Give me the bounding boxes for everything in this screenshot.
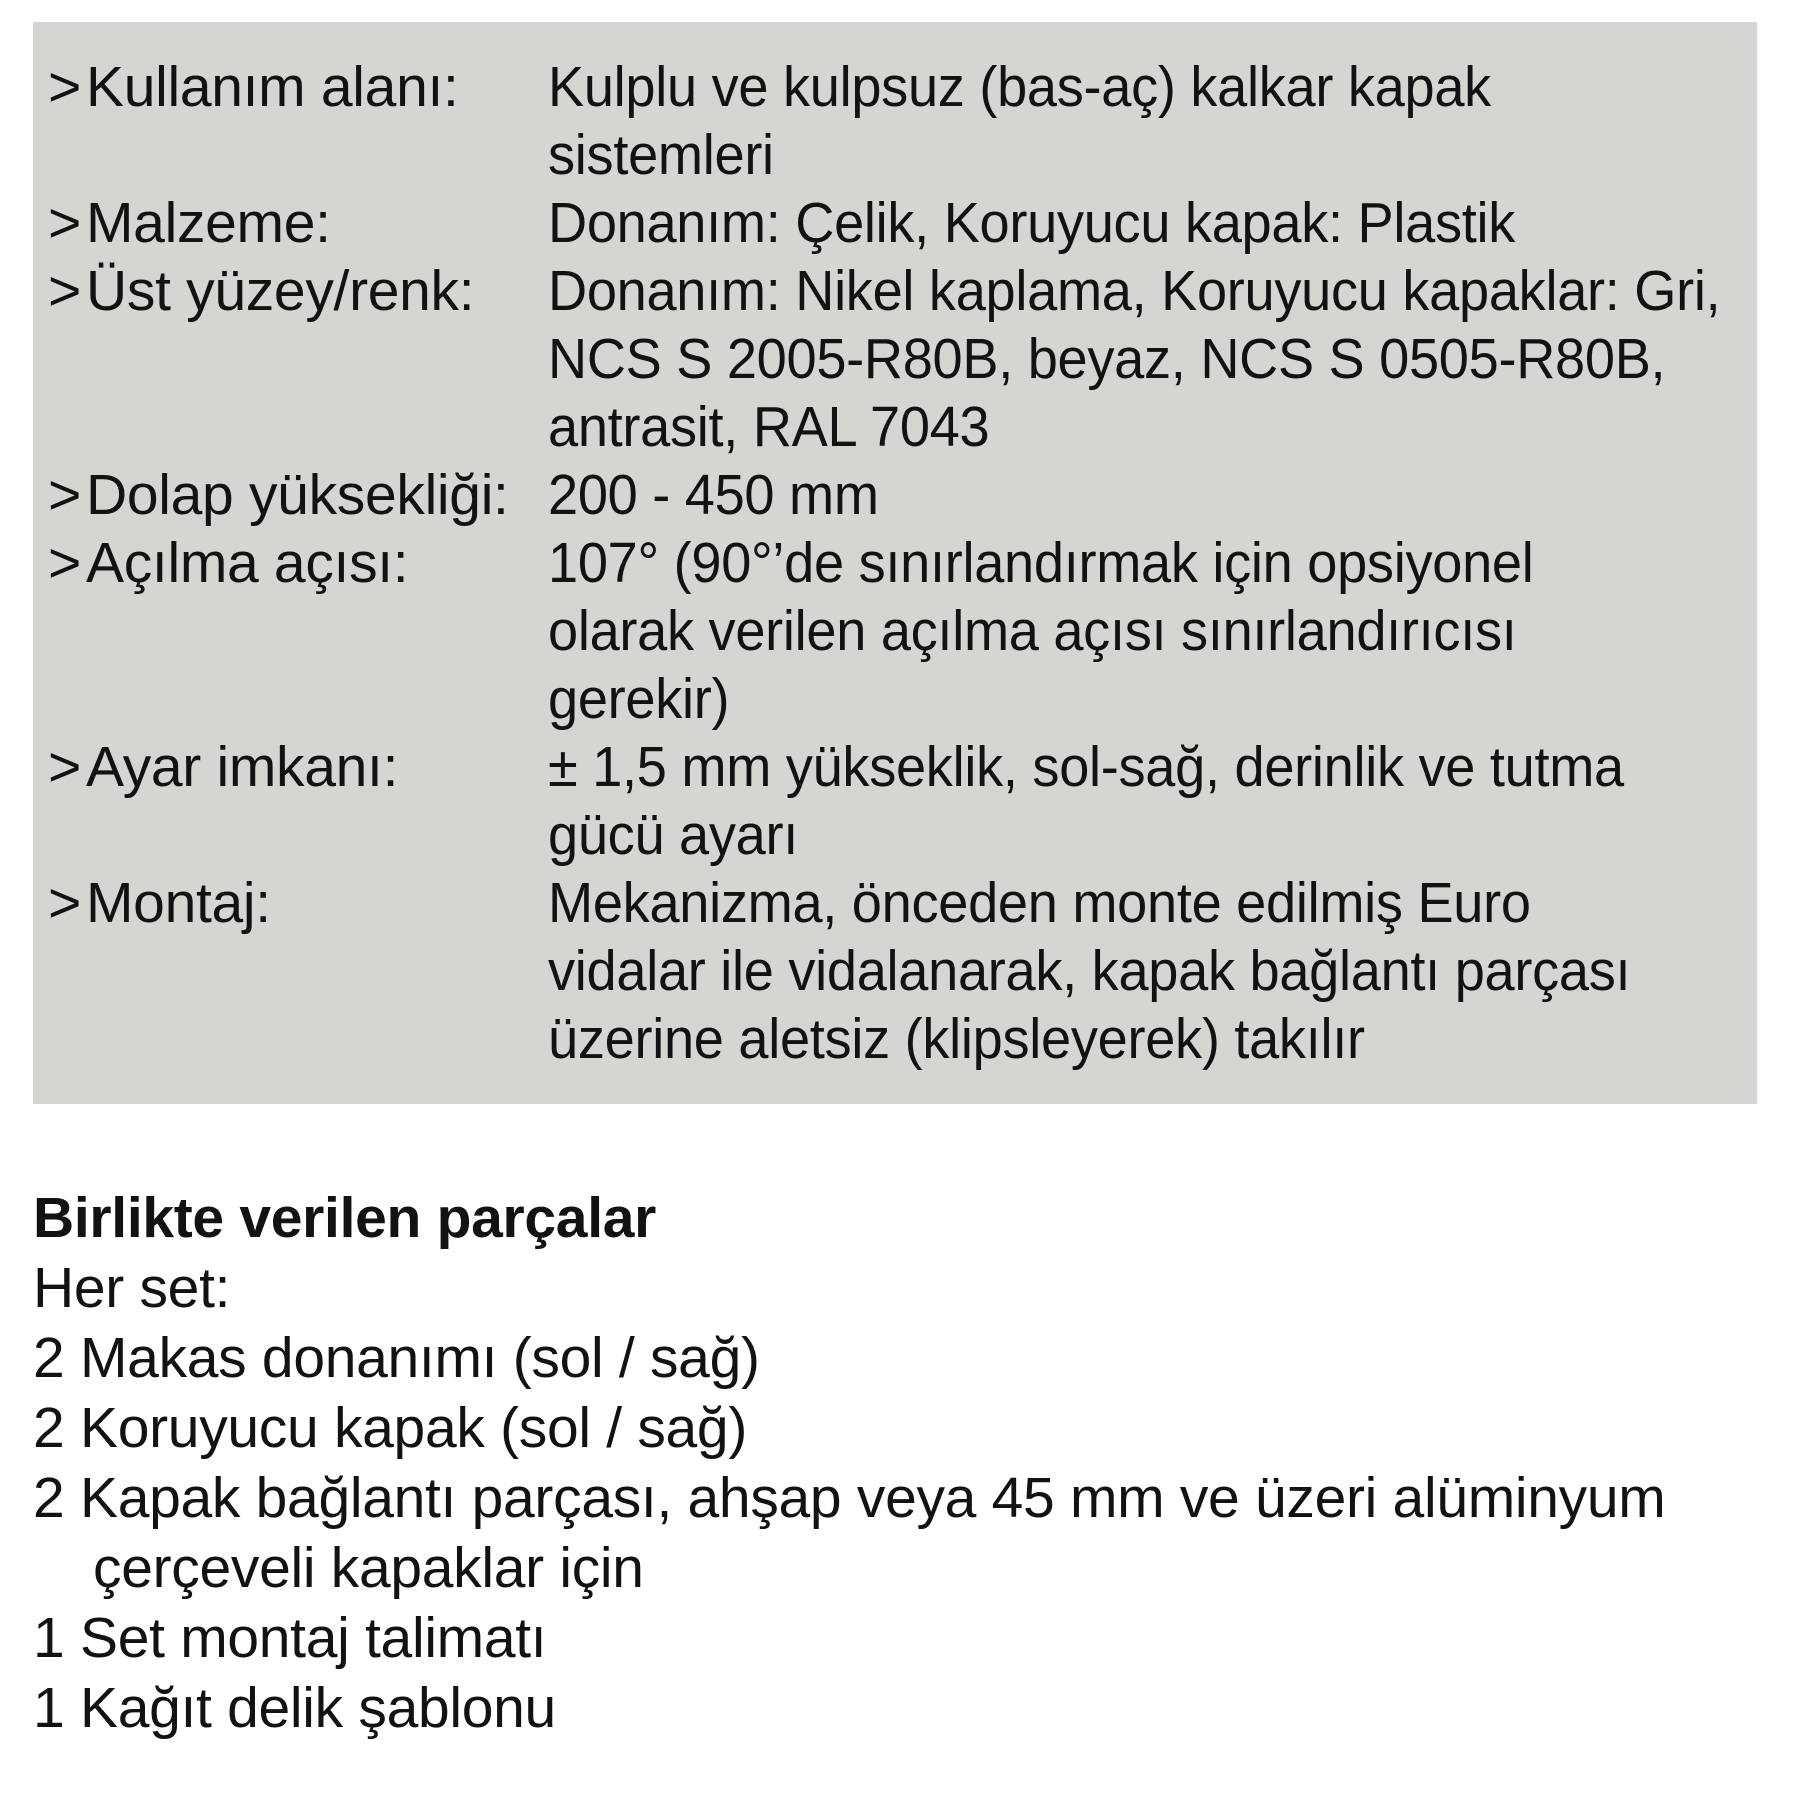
spec-value-line: sistemleri [548, 123, 774, 187]
parts-item [33, 1673, 1773, 1743]
item-quantity: 2 [33, 1396, 65, 1460]
parts-intro: Her set: [33, 1256, 231, 1320]
spec-value [548, 529, 1757, 733]
spec-value-line: NCS S 2005-R80B, beyaz, NCS S 0505-R80B, [548, 327, 1666, 391]
item-quantity: 2 [33, 1326, 65, 1390]
spec-value-line: gücü ayarı [548, 803, 799, 867]
item-quantity: 1 [33, 1676, 65, 1740]
spec-value-line: Kulplu ve kulpsuz (bas-aç) kalkar kapak [548, 55, 1491, 119]
spec-value-line: antrasit, RAL 7043 [548, 395, 990, 459]
item-line: Koruyucu kapak (sol / sağ) [80, 1396, 748, 1460]
spec-label-cell [48, 733, 548, 801]
spec-value-line: Donanım: Çelik, Koruyucu kapak: Plastik [548, 191, 1516, 255]
spec-value-line: ± 1,5 mm yükseklik, sol-sağ, derinlik ve tutma [548, 735, 1624, 799]
spec-value [548, 733, 1757, 869]
spec-row-opening-angle [48, 529, 1757, 733]
chevron-bullet: > [48, 259, 81, 323]
parts-item [33, 1323, 1773, 1393]
spec-label-cell [48, 461, 548, 529]
spec-row-usage [48, 53, 1757, 189]
item-line: Kağıt delik şablonu [80, 1676, 556, 1740]
spec-row-mounting [48, 869, 1757, 1073]
spec-row-cabinet-height [48, 461, 1757, 529]
parts-item [33, 1393, 1773, 1463]
spec-label: Açılma açısı: [86, 531, 409, 595]
spec-value-line: Donanım: Nikel kaplama, Koruyucu kapaklar: Gri, [548, 259, 1721, 323]
spec-label: Dolap yüksekliği: [86, 463, 509, 527]
spec-label-cell [48, 529, 548, 597]
spec-label: Montaj: [86, 871, 271, 935]
item-quantity: 2 [33, 1466, 65, 1530]
spec-label: Kullanım alanı: [86, 55, 459, 119]
parts-heading: Birlikte verilen parçalar [33, 1186, 657, 1250]
spec-value-line: Mekanizma, önceden monte edilmiş Euro [548, 871, 1531, 935]
chevron-bullet: > [48, 55, 81, 119]
spec-value-line: gerekir) [548, 667, 730, 731]
spec-label: Üst yüzey/renk: [86, 259, 475, 323]
spec-value [548, 189, 1757, 257]
included-parts-section [33, 1183, 1773, 1743]
item-quantity: 1 [33, 1606, 65, 1670]
parts-item [33, 1463, 1773, 1603]
item-line: Makas donanımı (sol / sağ) [80, 1326, 760, 1390]
chevron-bullet: > [48, 871, 81, 935]
spec-value [548, 53, 1757, 189]
item-continuation-line: çerçeveli kapaklar için [93, 1536, 644, 1600]
item-text [80, 1323, 1773, 1393]
spec-value [548, 257, 1757, 461]
chevron-bullet: > [48, 191, 81, 255]
spec-panel [33, 22, 1757, 1104]
spec-value-line: üzerine aletsiz (klipsleyerek) takılır [548, 1007, 1365, 1071]
spec-label: Ayar imkanı: [86, 735, 399, 799]
spec-value-line: 107° (90°’de sınırlandırmak için opsiyonel [548, 531, 1534, 595]
spec-row-material [48, 189, 1757, 257]
spec-row-adjustment [48, 733, 1757, 869]
spec-label-cell [48, 53, 548, 121]
spec-value [548, 461, 1757, 529]
chevron-bullet: > [48, 531, 81, 595]
chevron-bullet: > [48, 463, 81, 527]
item-line: Kapak bağlantı parçası, ahşap veya 45 mm ve üzeri alüminyum [80, 1466, 1666, 1530]
chevron-bullet: > [48, 735, 81, 799]
spec-value [548, 869, 1757, 1073]
spec-value-line: vidalar ile vidalanarak, kapak bağlantı parçası [548, 939, 1631, 1003]
spec-value-line: 200 - 450 mm [548, 463, 879, 527]
spec-label: Malzeme: [86, 191, 331, 255]
spec-value-line: olarak verilen açılma açısı sınırlandırıcısı [548, 599, 1517, 663]
item-text [80, 1673, 1773, 1743]
parts-item [33, 1603, 1773, 1673]
item-text [80, 1463, 1773, 1603]
item-line: Set montaj talimatı [80, 1606, 547, 1670]
spec-label-cell [48, 257, 548, 325]
spec-label-cell [48, 869, 548, 937]
spec-row-surface-color [48, 257, 1757, 461]
spec-label-cell [48, 189, 548, 257]
item-text [80, 1393, 1773, 1463]
item-text [80, 1603, 1773, 1673]
